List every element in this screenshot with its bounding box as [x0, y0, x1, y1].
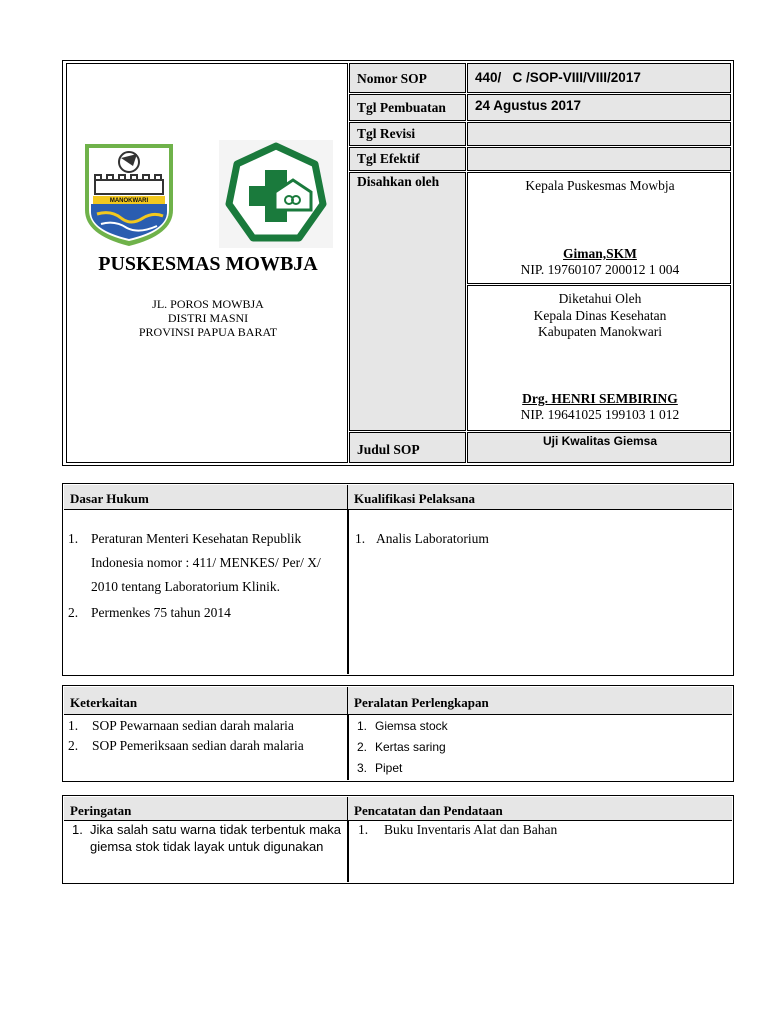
list-item-number: 1. — [355, 531, 366, 546]
list-item-number: 2. — [68, 605, 79, 620]
nomor-sop-value-cell — [467, 63, 731, 93]
tgl-revisi-label: Tgl Revisi — [357, 126, 416, 141]
tgl-pembuatan-value-cell — [467, 94, 731, 121]
approver-1-name: Giman,SKM — [563, 246, 637, 261]
judul-sop-value: Uji Kwalitas Giemsa — [542, 434, 658, 448]
list-item: Permenkes 75 tahun 2014 — [91, 605, 231, 620]
kualifikasi-title: Kualifikasi Pelaksana — [354, 491, 475, 506]
dasar-hukum-header-cell — [64, 485, 348, 510]
pencatatan-title: Pencatatan dan Pendataan — [354, 803, 503, 818]
list-item-number: 1. — [68, 531, 79, 546]
tgl-pembuatan-label: Tgl Pembuatan — [357, 100, 446, 115]
org-name: PUSKESMAS MOWBJA — [98, 253, 318, 275]
tgl-efektif-value-cell — [467, 147, 731, 171]
approver-2-cell — [467, 285, 731, 431]
nomor-sop-label: Nomor SOP — [357, 71, 427, 86]
list-item: Pipet — [375, 761, 403, 775]
org-address-1: JL. POROS MOWBJA — [152, 297, 264, 311]
list-item: Peraturan Menteri Kesehatan Republik Indonesia nomor : 411/ MENKES/ Per/ X/ 2010 tentang Laboratorium Klinik. — [91, 531, 321, 594]
kualifikasi-header-cell — [348, 485, 732, 510]
org-address-2: DISTRI MASNI — [167, 311, 249, 325]
tgl-revisi-label-cell — [349, 122, 466, 146]
list-item: Kertas saring — [375, 740, 446, 754]
list-item: SOP Pewarnaan sedian darah malaria — [92, 718, 294, 733]
peralatan-title: Peralatan Perlengkapan — [354, 695, 489, 710]
puskesmas-logo-icon — [219, 140, 333, 248]
approver-2-line-2: Kepala Dinas Kesehatan — [533, 308, 667, 323]
list-item-number: 3. — [357, 761, 368, 775]
judul-sop-label-cell — [349, 432, 466, 463]
crest-caption: MANOKWARI — [109, 198, 149, 204]
peringatan-header-cell — [64, 797, 348, 821]
regional-crest-icon — [81, 140, 177, 248]
approver-1-title: Kepala Puskesmas Mowbja — [525, 178, 675, 193]
approver-2-nip: NIP. 19641025 199103 1 012 — [520, 407, 680, 422]
list-item-number: 1. — [357, 719, 368, 733]
peringatan-title: Peringatan — [70, 803, 132, 818]
tgl-efektif-label-cell — [349, 147, 466, 171]
tgl-revisi-value-cell — [467, 122, 731, 146]
dasar-hukum-title: Dasar Hukum — [70, 491, 149, 506]
list-item: Giemsa stock — [375, 719, 448, 733]
tgl-pembuatan-label-cell — [349, 94, 466, 121]
approver-1-cell — [467, 172, 731, 284]
section-3-divider — [347, 821, 349, 882]
tgl-efektif-label: Tgl Efektif — [357, 151, 420, 166]
tgl-pembuatan-value: 24 Agustus 2017 — [475, 98, 582, 113]
list-item-number: 2. — [68, 738, 79, 753]
approver-2-name: Drg. HENRI SEMBIRING — [522, 391, 678, 406]
section-1-divider — [347, 510, 349, 674]
judul-sop-value-cell — [467, 432, 731, 463]
list-item: SOP Pemeriksaan sedian darah malaria — [92, 738, 304, 753]
disahkan-label: Disahkan oleh — [357, 174, 440, 189]
nomor-sop-label-cell — [349, 63, 466, 93]
list-item: Jika salah satu warna tidak terbentuk maka giemsa stok tidak layak untuk digunakan — [90, 822, 341, 854]
approver-2-line-1: Diketahui Oleh — [558, 291, 642, 306]
nomor-sop-value: 440/ C /SOP-VIII/VIII/2017 — [475, 70, 641, 85]
list-item-number: 1. — [358, 822, 369, 837]
org-address-3: PROVINSI PAPUA BARAT — [138, 325, 278, 339]
judul-sop-label: Judul SOP — [357, 442, 420, 457]
list-item-number: 1. — [68, 718, 79, 733]
list-item-number: 2. — [357, 740, 368, 754]
approver-1-nip: NIP. 19760107 200012 1 004 — [520, 262, 680, 277]
list-item: Buku Inventaris Alat dan Bahan — [384, 822, 558, 837]
keterkaitan-header-cell — [64, 687, 348, 715]
pencatatan-header-cell — [348, 797, 732, 821]
identity-cell — [66, 63, 348, 463]
approver-2-line-3: Kabupaten Manokwari — [537, 324, 663, 339]
list-item: Analis Laboratorium — [376, 531, 489, 546]
list-item-number: 1. — [72, 822, 83, 837]
disahkan-label-cell — [349, 172, 466, 431]
peralatan-header-cell — [348, 687, 732, 715]
keterkaitan-title: Keterkaitan — [70, 695, 138, 710]
